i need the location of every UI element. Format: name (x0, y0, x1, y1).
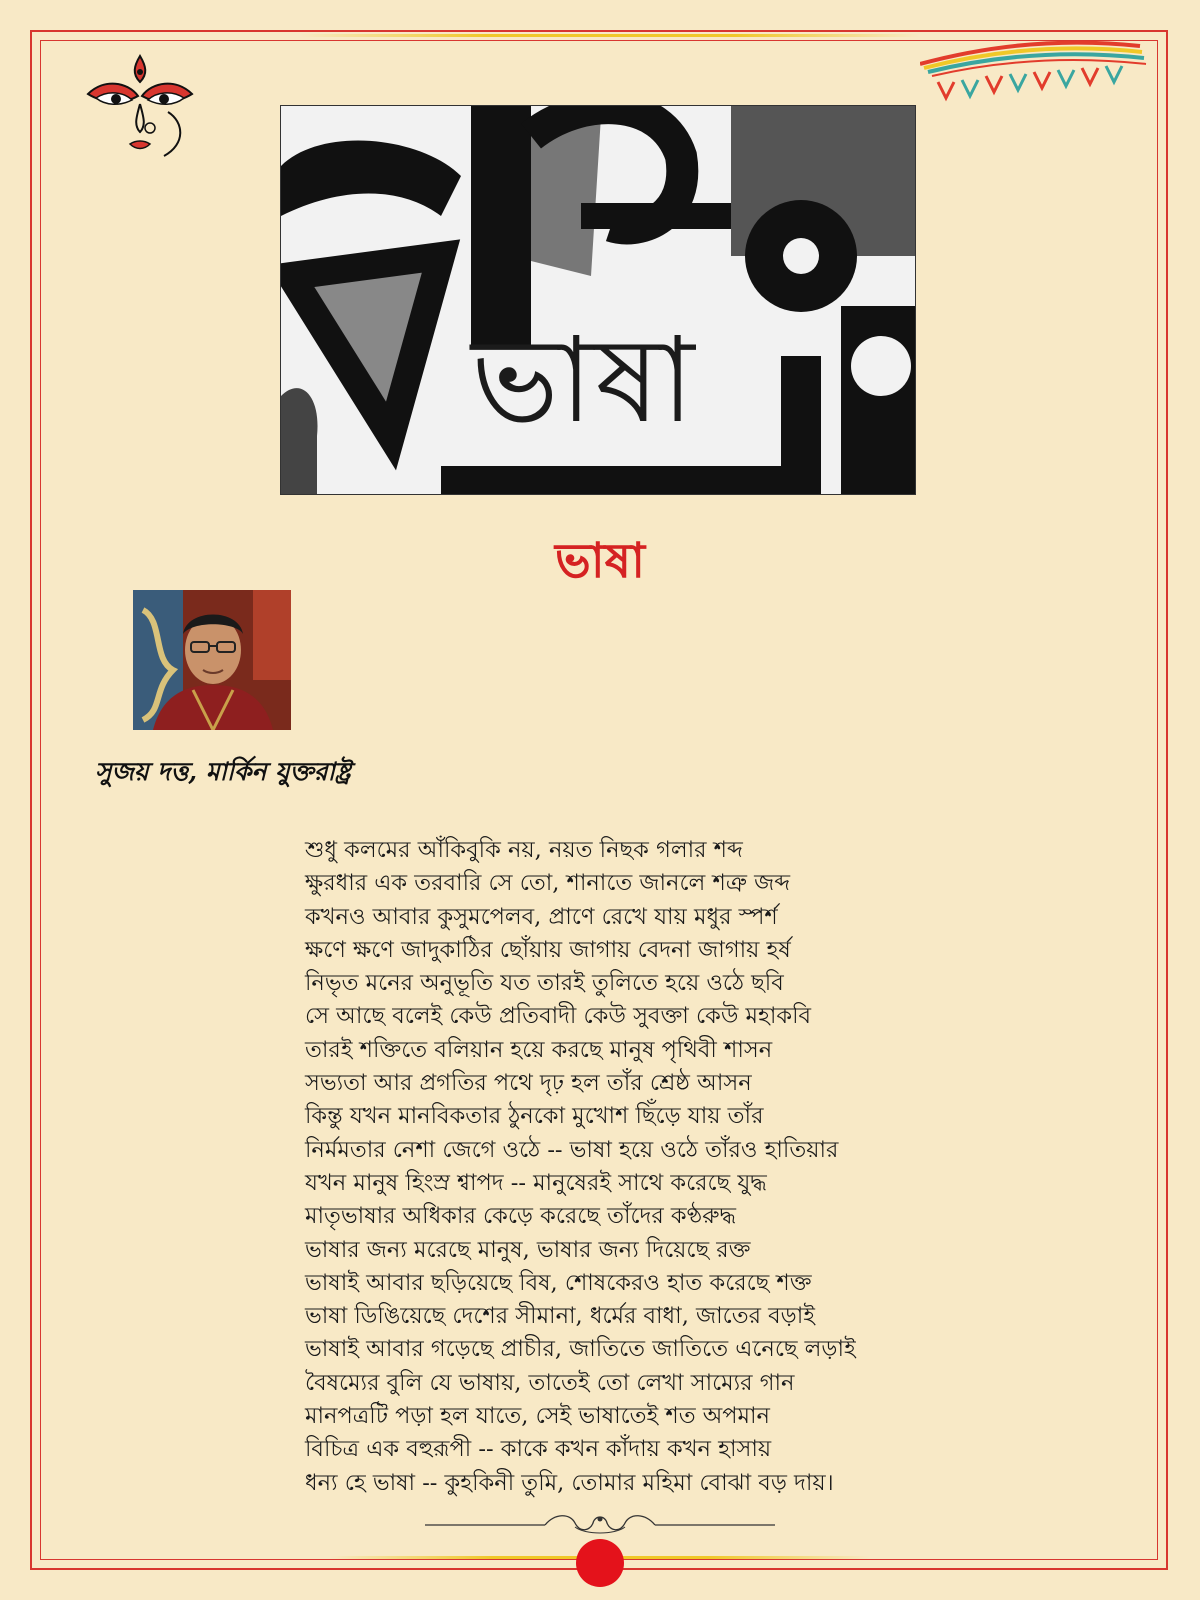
poem-line: নির্মমতার নেশা জেগে ওঠে -- ভাষা হয়ে ওঠে তাঁরও হাতিয়ার (305, 1136, 839, 1163)
poem-line: তারই শক্তিতে বলিয়ান হয়ে করছে মানুষ পৃথিবী শাসন (305, 1036, 773, 1063)
poem-line: শুধু কলমের আঁকিবুকি নয়, নয়ত নিছক গলার শব্দ (305, 837, 743, 863)
author-photo (133, 590, 291, 730)
poem-line: নিভৃত মনের অনুভূতি যত তারই তুলিতে হয়ে ওঠে ছবি (305, 970, 784, 997)
poem-title: ভাষা (554, 533, 646, 589)
poem-line: ভাষার জন্য মরেছে মানুষ, ভাষার জন্য দিয়েছে রক্ত (305, 1236, 751, 1263)
author-name: সুজয় দত্ত, মার্কিন যুক্তরাষ্ট্র (95, 757, 351, 786)
poem-line: কখনও আবার কুসুমপেলব, প্রাণে রেখে যায় মধুর স্পর্শ (305, 903, 778, 930)
poem-line: ভাষাই আবার গড়েছে প্রাচীর, জাতিতে জাতিতে এনেছে লড়াই (305, 1336, 856, 1363)
poem-line: বৈষম্যের বুলি যে ভাষায়, তাতেই তো লেখা সাম্যের গান (305, 1369, 795, 1396)
poem-line: ভাষা ডিঙিয়েছে দেশের সীমানা, ধর্মের বাধা, জাতের বড়াই (305, 1303, 815, 1330)
title-banner-image (280, 105, 916, 495)
durga-face-icon (84, 52, 202, 166)
footer-red-dot (576, 1539, 624, 1587)
poem-line: ক্ষুরধার এক তরবারি সে তো, শানাতে জানলে শত্রু জব্দ (305, 870, 791, 897)
poem-line: সভ্যতা আর প্রগতির পথে দৃঢ় হল তাঁর শ্রেষ্ঠ আসন (305, 1070, 752, 1097)
poem-line: ক্ষণে ক্ষণে জাদুকাঠির ছোঁয়ায় জাগায় বেদনা জাগায় হর্ষ (305, 936, 791, 963)
bunting-icon (920, 38, 1150, 114)
poem-line: সে আছে বলেই কেউ প্রতিবাদী কেউ সুবক্তা কেউ মহাকবি (305, 1003, 812, 1030)
banner-text: ভাষা (471, 311, 697, 449)
top-gold-line (300, 34, 920, 37)
footer-ornament-icon (425, 1505, 775, 1543)
poem-line: ধন্য হে ভাষা -- কুহকিনী তুমি, তোমার মহিমা বোঝা বড় দায়। (305, 1469, 834, 1496)
poem-line: মানপত্রটি পড়া হল যাতে, সেই ভাষাতেই শত অপমান (305, 1403, 770, 1430)
poem-line: বিচিত্র এক বহুরূপী -- কাকে কখন কাঁদায় কখন হাসায় (305, 1436, 772, 1463)
poem-line: মাতৃভাষার অধিকার কেড়ে করেছে তাঁদের কণ্ঠরুদ্ধ (305, 1203, 736, 1230)
poem-line: কিন্তু যখন মানবিকতার ঠুনকো মুখোশ ছিঁড়ে যায় তাঁর (305, 1103, 764, 1130)
poem-line: ভাষাই আবার ছড়িয়েছে বিষ, শোষকেরও হাত করেছে শক্ত (305, 1269, 812, 1296)
poem-line: যখন মানুষ হিংস্র শ্বাপদ -- মানুষেরই সাথে করেছে যুদ্ধ (305, 1169, 767, 1196)
poem-body (305, 834, 1025, 1500)
